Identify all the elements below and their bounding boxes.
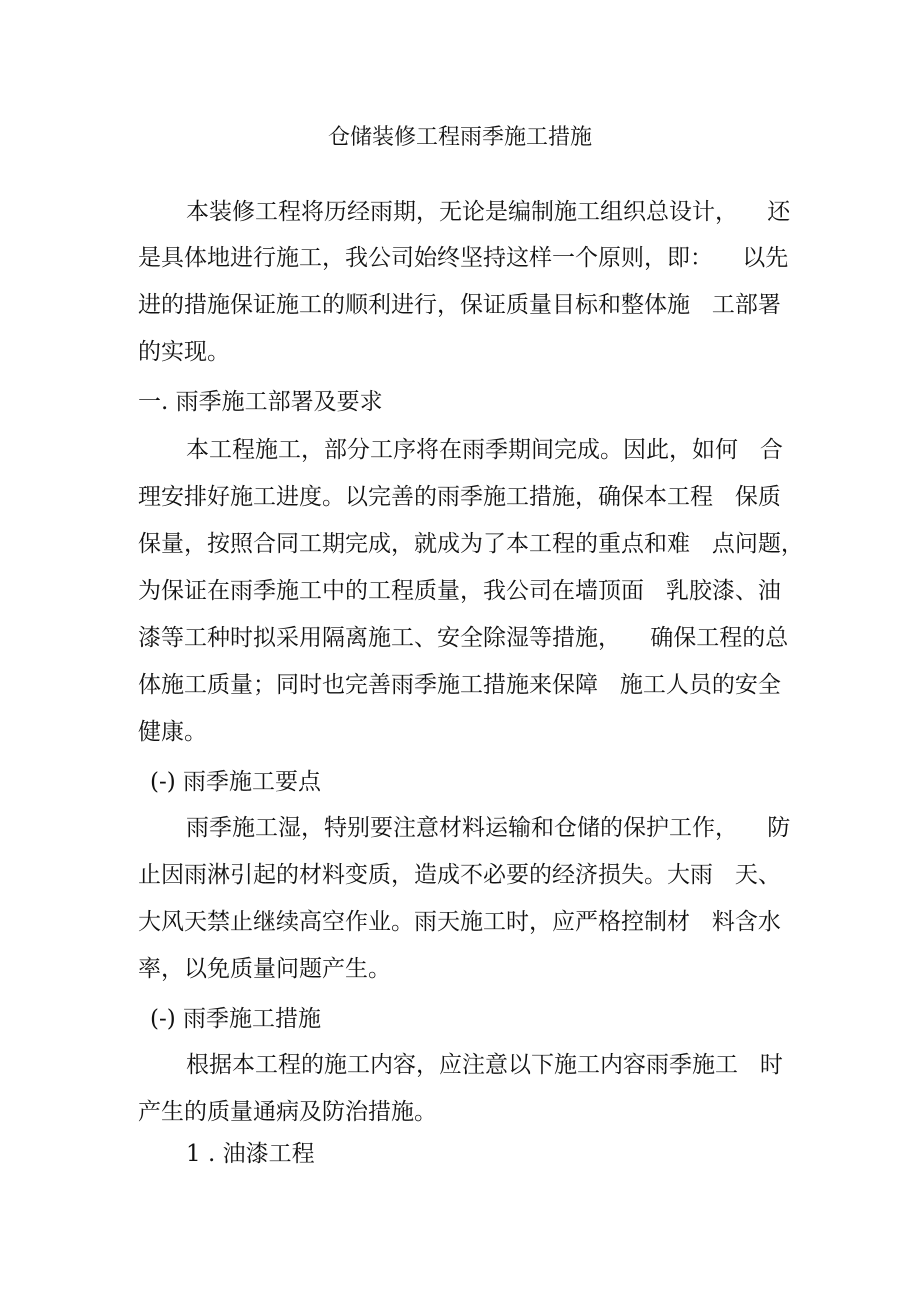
paragraph-line: 健康。 bbox=[138, 719, 207, 745]
paragraph-line: 雨季施工湿，特别要注意材料运输和仓储的保护工作， 防 bbox=[186, 815, 791, 841]
paragraph-line: 大风天禁止继续高空作业。雨天施工时，应严格控制材 料含水 bbox=[138, 909, 781, 935]
paragraph-line: 为保证在雨季施工中的工程质量，我公司在墙顶面 乳胶漆、油 bbox=[138, 578, 781, 604]
paragraph-line: 进的措施保证施工的顺利进行，保证质量目标和整体施 工部署 bbox=[138, 292, 781, 318]
paragraph-line: 本装修工程将历经雨期，无论是编制施工组织总设计， 还 bbox=[186, 199, 791, 225]
paragraph-line: 根据本工程的施工内容，应注意以下施工内容雨季施工 时 bbox=[186, 1052, 783, 1078]
paragraph-line: 保量，按照合同工期完成，就成为了本工程的重点和难 点问题， bbox=[138, 531, 804, 557]
paragraph-line: 产生的质量通病及防治措施。 bbox=[138, 1099, 437, 1125]
paragraph-line: 本工程施工，部分工序将在雨季期间完成。因此，如何 合 bbox=[186, 437, 783, 463]
section-heading: 一. 雨季施工部署及要求 bbox=[138, 389, 383, 415]
paragraph-line: 的实现。 bbox=[138, 339, 230, 365]
paragraph-line: 止因雨淋引起的材料变质，造成不必要的经济损失。大雨 天、 bbox=[138, 862, 781, 888]
list-item-heading: 1 . 油漆工程 bbox=[186, 1141, 315, 1167]
paragraph-line: 率，以免质量问题产生。 bbox=[138, 956, 391, 982]
paragraph-line: 体施工质量；同时也完善雨季施工措施来保障 施工人员的安全 bbox=[138, 672, 781, 698]
paragraph-line: 漆等工种时拟采用隔离施工、安全除湿等措施， 确保工程的总 bbox=[138, 625, 789, 651]
paragraph-line: 是具体地进行施工，我公司始终坚持这样一个原则，即： 以先 bbox=[138, 245, 789, 271]
document-title: 仓储装修工程雨季施工措施 bbox=[327, 125, 592, 150]
paragraph-line: 理安排好施工进度。以完善的雨季施工措施，确保本工程 保质 bbox=[138, 484, 781, 510]
subsection-heading: (-) 雨季施工要点 bbox=[150, 769, 322, 795]
subsection-heading: (-) 雨季施工措施 bbox=[150, 1006, 322, 1032]
